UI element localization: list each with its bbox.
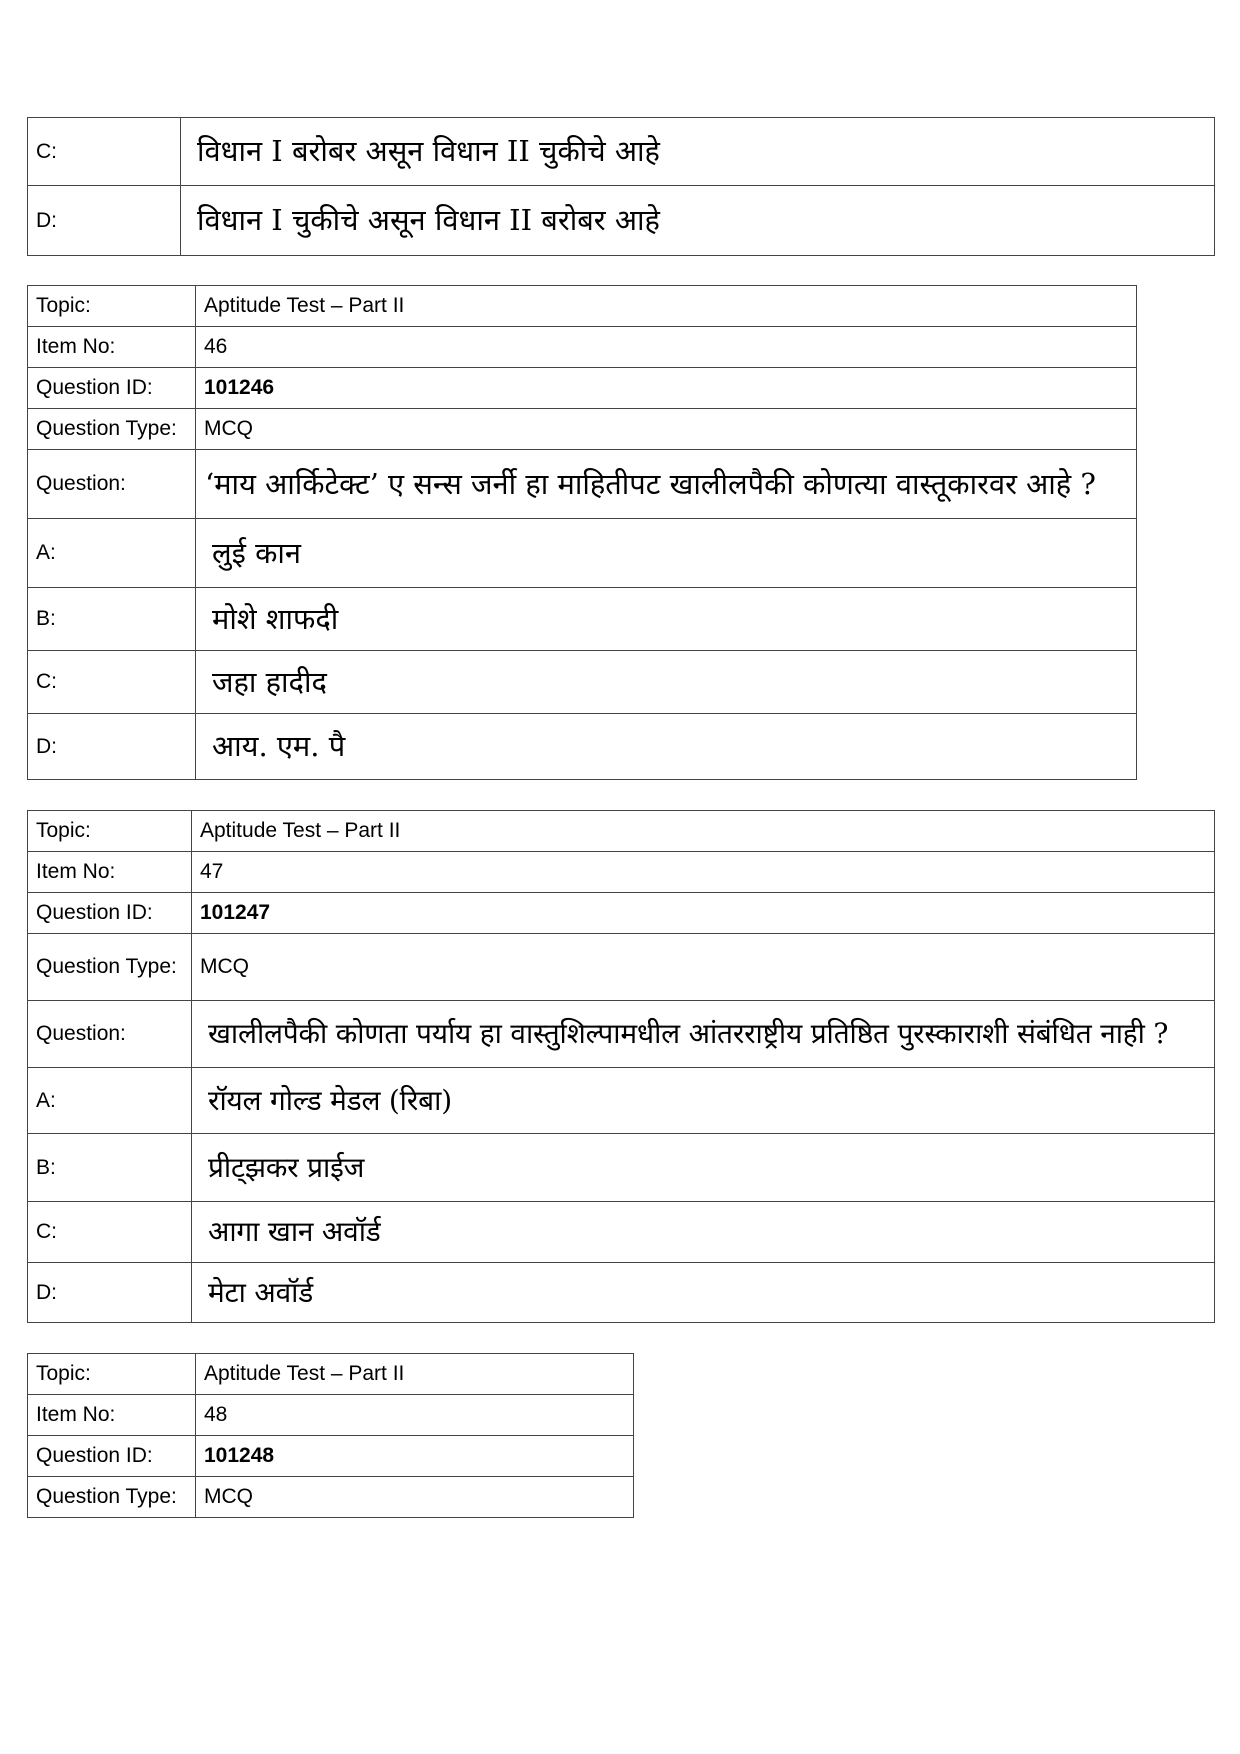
option-text: रॉयल गोल्ड मेडल (रिबा) (192, 1068, 1215, 1134)
option-label: A: (28, 1068, 192, 1134)
question-id-label: Question ID: (28, 368, 196, 409)
question-table-46 (27, 285, 1137, 780)
option-row-b (28, 1134, 1215, 1202)
option-text: प्रीट्झकर प्राईज (192, 1134, 1215, 1202)
item-no-value: 47 (192, 852, 1215, 893)
question-label: Question: (28, 1001, 192, 1068)
prev-question-options-table (27, 117, 1215, 256)
question-id-row (28, 368, 1137, 409)
question-type-value: MCQ (196, 409, 1137, 450)
item-no-label: Item No: (28, 327, 196, 368)
question-type-value: MCQ (196, 1477, 634, 1518)
item-no-label: Item No: (28, 852, 192, 893)
option-label: C: (28, 1202, 192, 1263)
option-label: D: (28, 714, 196, 780)
question-id-row (28, 893, 1215, 934)
topic-row (28, 286, 1137, 327)
option-row-d (28, 186, 1215, 256)
item-no-label: Item No: (28, 1395, 196, 1436)
topic-value: Aptitude Test – Part II (192, 811, 1215, 852)
option-text: आगा खान अवॉर्ड (192, 1202, 1215, 1263)
topic-row (28, 1354, 634, 1395)
topic-label: Topic: (28, 286, 196, 327)
option-label: B: (28, 1134, 192, 1202)
topic-label: Topic: (28, 1354, 196, 1395)
option-label: A: (28, 519, 196, 588)
option-row-c (28, 118, 1215, 186)
option-text: विधान I चुकीचे असून विधान II बरोबर आहे (181, 186, 1215, 256)
option-row-c (28, 651, 1137, 714)
question-type-label: Question Type: (28, 1477, 196, 1518)
option-row-d (28, 1263, 1215, 1323)
question-table-48 (27, 1353, 634, 1518)
item-no-row (28, 1395, 634, 1436)
option-row-b (28, 588, 1137, 651)
question-text: खालीलपैकी कोणता पर्याय हा वास्तुशिल्पामधील आंतरराष्ट्रीय प्रतिष्ठित पुरस्काराशी संबंधित नाही ? (192, 1001, 1215, 1068)
topic-value: Aptitude Test – Part II (196, 286, 1137, 327)
question-type-label: Question Type: (28, 934, 192, 1001)
option-text: मेटा अवॉर्ड (192, 1263, 1215, 1323)
question-table-47 (27, 810, 1215, 1323)
option-row-d (28, 714, 1137, 780)
option-row-a (28, 1068, 1215, 1134)
item-no-value: 48 (196, 1395, 634, 1436)
item-no-row (28, 327, 1137, 368)
option-label: C: (28, 118, 181, 186)
option-label: C: (28, 651, 196, 714)
question-text: ‘माय आर्किटेक्ट’ ए सन्स जर्नी हा माहितीपट खालीलपैकी कोणत्या वास्तूकारवर आहे ? (196, 450, 1137, 519)
question-row (28, 1001, 1215, 1068)
option-row-a (28, 519, 1137, 588)
question-id-label: Question ID: (28, 1436, 196, 1477)
topic-row (28, 811, 1215, 852)
topic-label: Topic: (28, 811, 192, 852)
question-id-value: 101246 (196, 368, 1137, 409)
question-type-row (28, 934, 1215, 1001)
option-text: आय. एम. पै (196, 714, 1137, 780)
question-id-row (28, 1436, 634, 1477)
question-row (28, 450, 1137, 519)
topic-value: Aptitude Test – Part II (196, 1354, 634, 1395)
option-text: विधान I बरोबर असून विधान II चुकीचे आहे (181, 118, 1215, 186)
option-text: मोशे शाफदी (196, 588, 1137, 651)
question-type-value: MCQ (192, 934, 1215, 1001)
question-id-label: Question ID: (28, 893, 192, 934)
option-text: जहा हादीद (196, 651, 1137, 714)
option-label: B: (28, 588, 196, 651)
question-type-row (28, 409, 1137, 450)
question-id-value: 101248 (196, 1436, 634, 1477)
option-text: लुई कान (196, 519, 1137, 588)
question-type-label: Question Type: (28, 409, 196, 450)
option-label: D: (28, 186, 181, 256)
item-no-value: 46 (196, 327, 1137, 368)
question-type-row (28, 1477, 634, 1518)
question-id-value: 101247 (192, 893, 1215, 934)
option-row-c (28, 1202, 1215, 1263)
option-label: D: (28, 1263, 192, 1323)
item-no-row (28, 852, 1215, 893)
question-label: Question: (28, 450, 196, 519)
